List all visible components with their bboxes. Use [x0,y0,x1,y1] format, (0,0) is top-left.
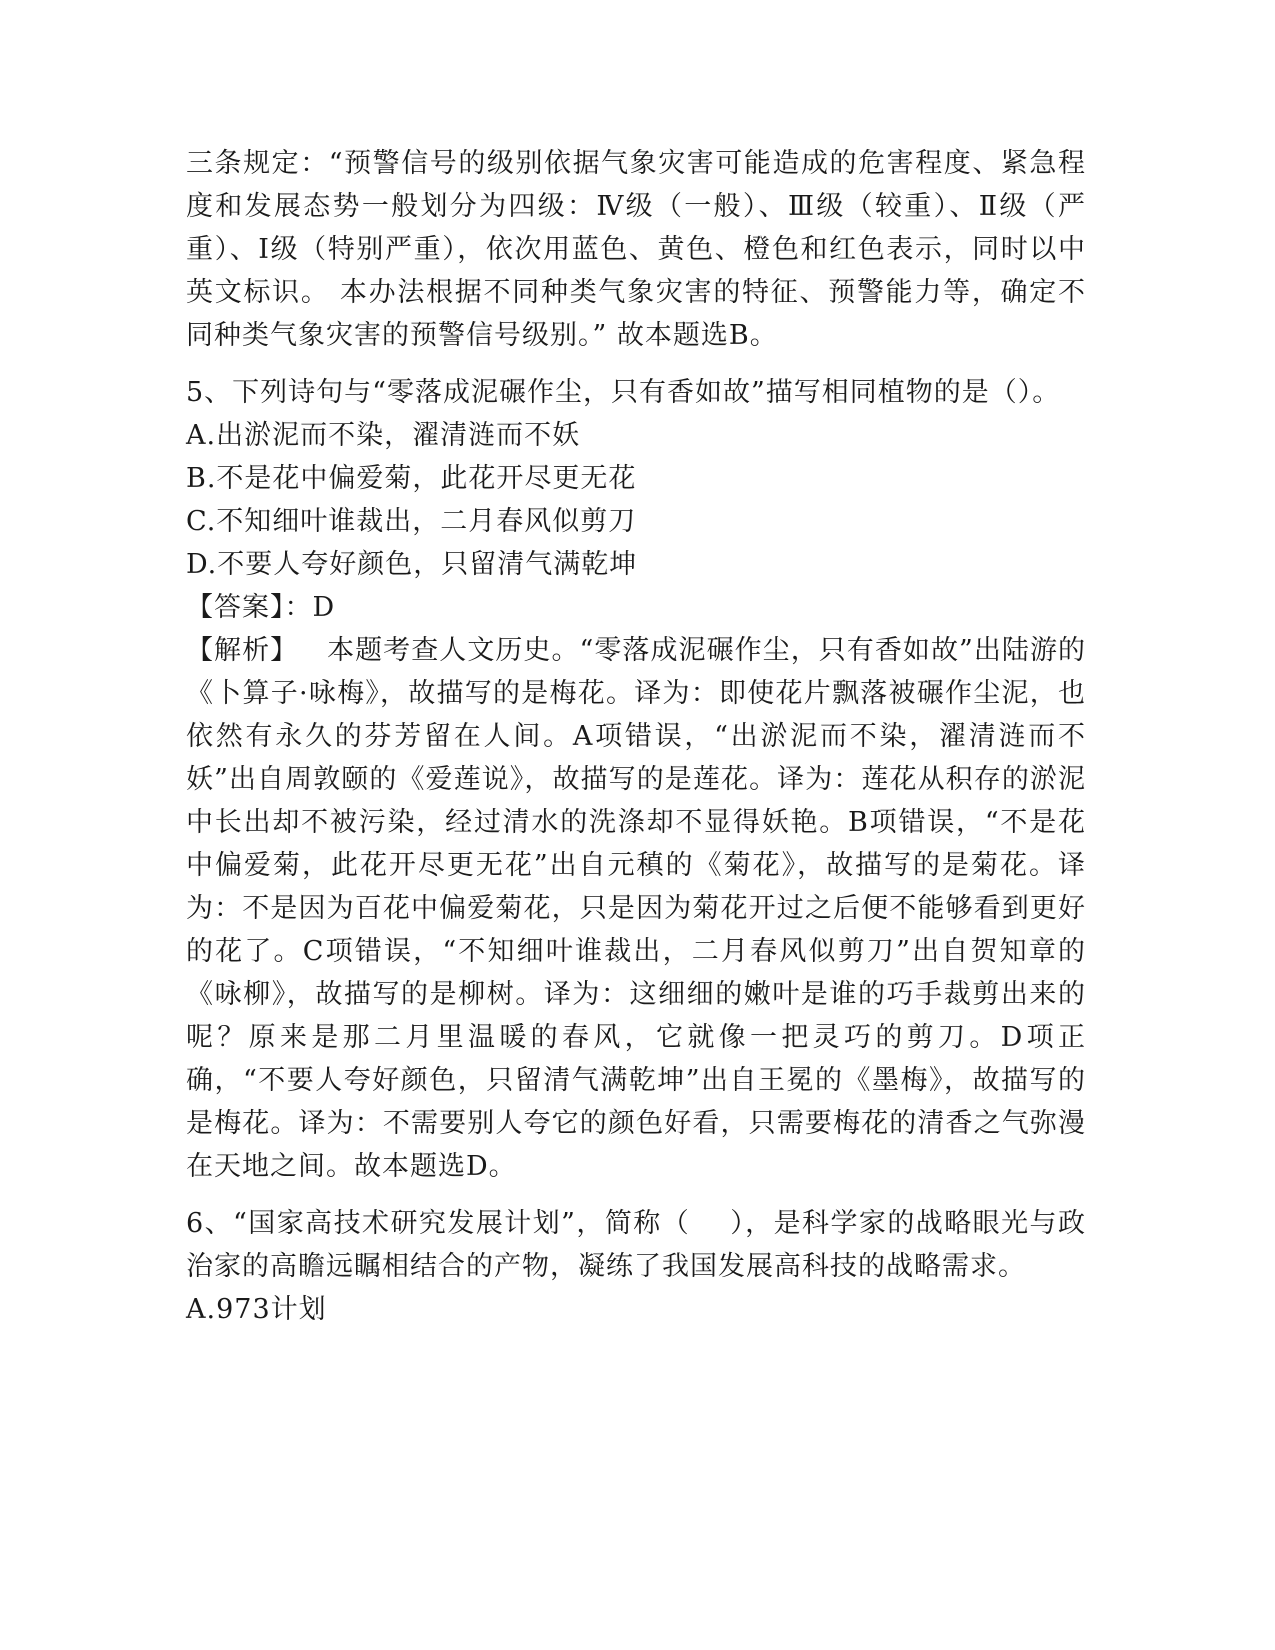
question-5-option-c: C.不知细叶谁裁出，二月春风似剪刀 [186,506,637,537]
question-5-analysis: 【解析】 本题考查人文历史。“零落成泥碾作尘，只有香如故”出陆游的《卜算子·咏梅》，故描写的是梅花。译为：即使花片飘落被碾作尘泥，也依然有永久的芬芳留在人间。A项错误，“出淤泥而不染，濯清涟而不妖”出自周敦颐的《爱莲说》，故描写的是莲花。译为：莲花从积存的淤泥中长出却不被污染，经过清水的洗涤却不显得妖艳。B项错误，“不是花中偏爱菊，此花开尽更无花”出自元稹的《菊花》，故描写的是菊花。译为：不是因为百花中偏爱菊花，只是因为菊花开过之后便不能够看到更好的花了。C项错误，“不知细叶谁裁出，二月春风似剪刀”出自贺知章的《咏柳》，故描写的是柳树。译为：这细细的嫩叶是谁的巧手裁剪出来的呢？原来是那二月里温暖的春风，它就像一把灵巧的剪刀。D项正确，“不要人夸好颜色，只留清气满乾坤”出自王冕的《墨梅》，故描写的是梅花。译为：不需要别人夸它的颜色好看，只需要梅花的清香之气弥漫在天地之间。故本题选D。 [186,635,1086,1182]
paragraph-spacer [186,1188,1086,1202]
document-body [186,142,1086,1331]
question-5-stem: 5、下列诗句与“零落成泥碾作尘，只有香如故”描写相同植物的是（）。 [186,377,1061,408]
question-6-stem: 6、“国家高技术研究发展计划”，简称（ ），是科学家的战略眼光与政治家的高瞻远瞩相结合的产物，凝练了我国发展高科技的战略需求。 [186,1208,1086,1282]
question-5-option-a: A.出淤泥而不染，濯清涟而不妖 [186,420,581,451]
question-5 [186,371,1086,1188]
question-5-option-b: B.不是花中偏爱菊，此花开尽更无花 [186,463,637,494]
question-6 [186,1202,1086,1331]
question-5-option-d: D.不要人夸好颜色，只留清气满乾坤 [186,549,638,580]
paragraph-spacer [186,357,1086,371]
question-5-answer: 【答案】：D [186,592,336,623]
previous-question-explanation-tail: 三条规定：“预警信号的级别依据气象灾害可能造成的危害程度、紧急程度和发展态势一般划分为四级：Ⅳ级（一般）、Ⅲ级（较重）、Ⅱ级（严重）、Ⅰ级（特别严重），依次用蓝色、黄色、橙色和红色表示，同时以中英文标识。 本办法根据不同种类气象灾害的特征、预警能力等，确定不同种类气象灾害的预警信号级别。” 故本题选B。 [186,148,1086,351]
question-6-option-a: A.973计划 [186,1294,327,1325]
